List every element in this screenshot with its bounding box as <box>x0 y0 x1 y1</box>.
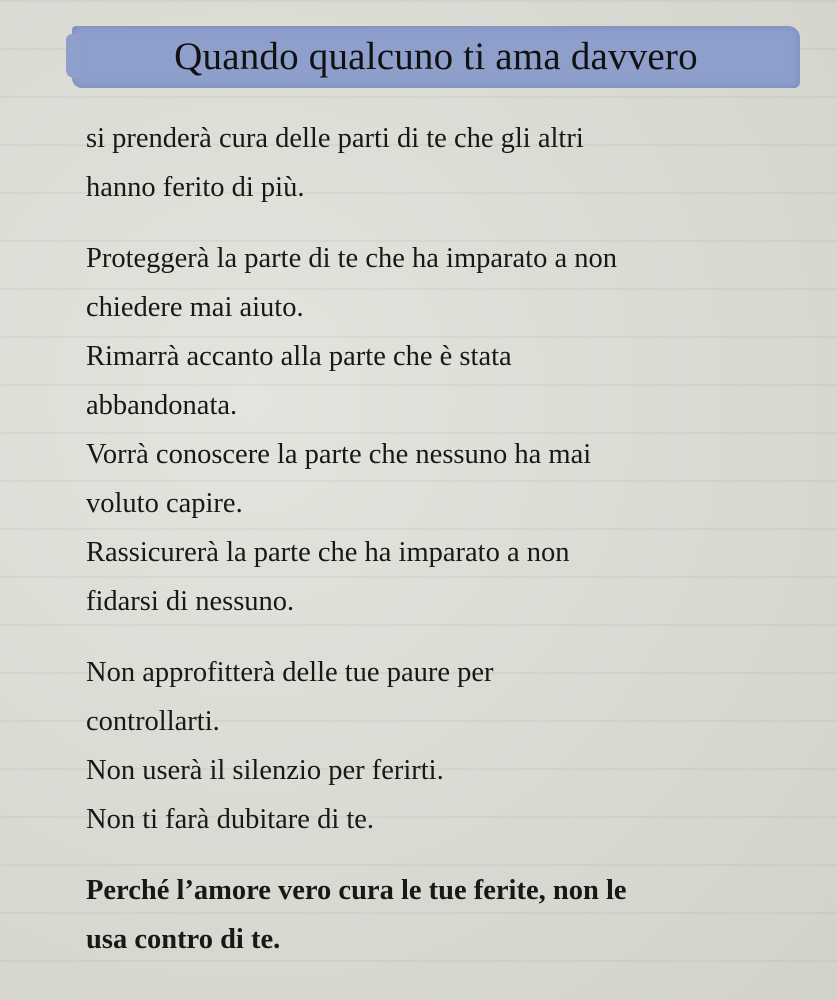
text-line: Vorrà conoscere la parte che nessuno ha mai <box>86 439 592 470</box>
text-line-bold: Perché l’amore vero cura le tue ferite, non le <box>86 875 627 906</box>
text-line: Non userà il silenzio per ferirti. <box>86 755 444 786</box>
text-line: hanno ferito di più. <box>86 172 305 203</box>
text-line: voluto capire. <box>86 488 243 519</box>
text-line: Rimarrà accanto alla parte che è stata <box>86 341 512 372</box>
stanza-gap <box>86 626 786 648</box>
text-line-bold: usa contro di te. <box>86 924 281 955</box>
page-title: Quando qualcuno ti ama davvero <box>174 35 698 78</box>
text-line: si prenderà cura delle parti di te che gli altri <box>86 123 584 154</box>
text-line: abbandonata. <box>86 390 238 421</box>
stanza-2 <box>86 234 786 626</box>
title-highlight-band <box>72 26 800 88</box>
text-line: Proteggerà la parte di te che ha imparato a non <box>86 243 617 274</box>
stanza-3 <box>86 648 786 844</box>
stanza-1 <box>86 114 786 212</box>
text-line: fidarsi di nessuno. <box>86 586 295 617</box>
stanza-gap <box>86 844 786 866</box>
stanza-4 <box>86 866 786 964</box>
text-line: Non ti farà dubitare di te. <box>86 804 375 835</box>
text-line: Rassicurerà la parte che ha imparato a non <box>86 537 570 568</box>
text-line: controllarti. <box>86 706 220 737</box>
text-line: chiedere mai aiuto. <box>86 292 304 323</box>
text-line: Non approfitterà delle tue paure per <box>86 657 494 688</box>
poem-body <box>86 114 786 964</box>
stanza-gap <box>86 212 786 234</box>
